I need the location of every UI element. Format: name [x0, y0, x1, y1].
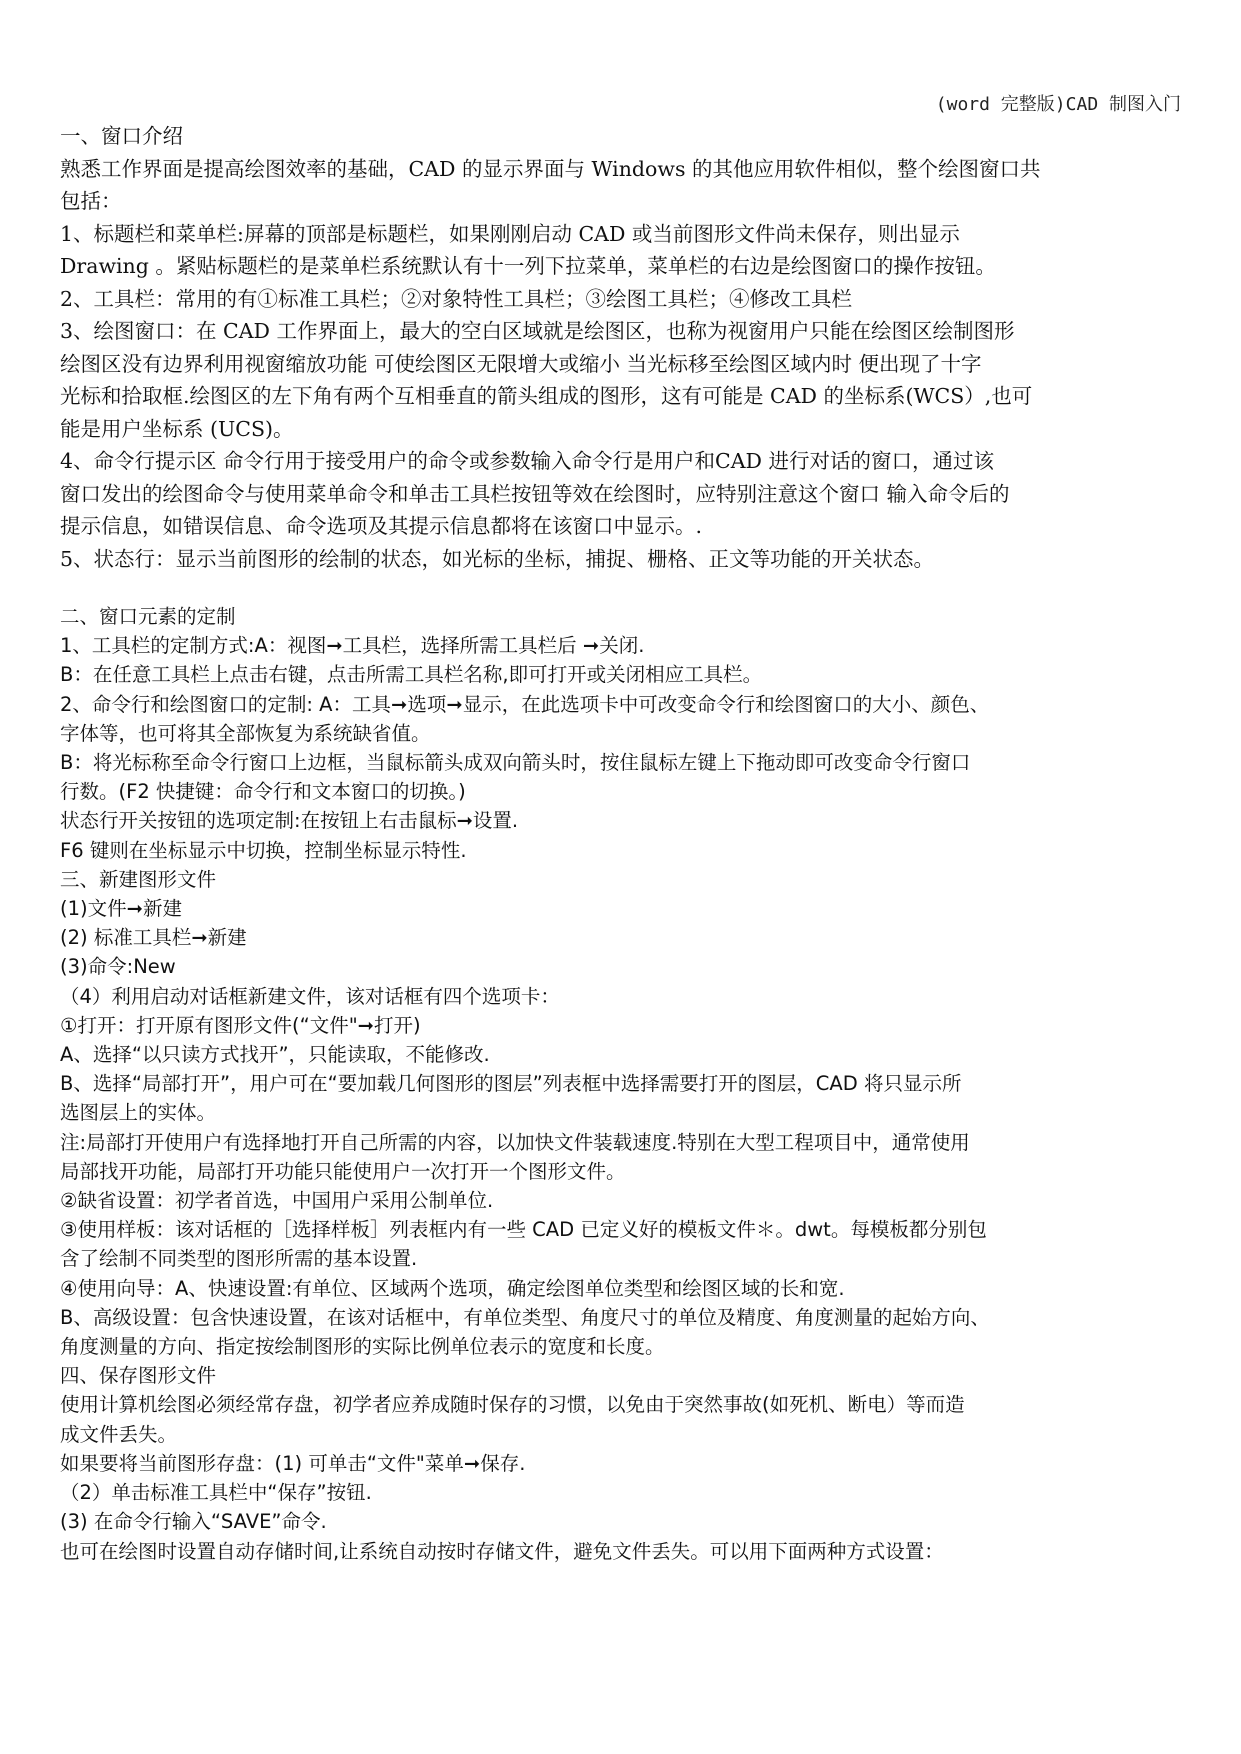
text-line: 行数。(F2 快捷键：命令行和文本窗口的切换。) [60, 780, 466, 804]
text-line: 能是用户坐标系 (UCS)。 [60, 416, 294, 441]
section-window-intro [60, 120, 1190, 575]
text-line: 包括： [60, 189, 122, 213]
text-line: 使用计算机绘图必须经常存盘，初学者应养成随时保存的习惯，以免由于突然事故(如死机、断电）等而造 [60, 1393, 965, 1417]
text-line: 熟悉工作界面是提高绘图效率的基础，CAD 的显示界面与 Windows 的其他应用软件相似，整个绘图窗口共 [60, 156, 1041, 181]
text-line: B：将光标称至命令行窗口上边框，当鼠标箭头成双向箭头时，按住鼠标左键上下拖动即可改变命令行窗口 [60, 751, 971, 775]
text-line: ④使用向导：A、快速设置:有单位、区域两个选项，确定绘图单位类型和绘图区域的长和宽. [60, 1276, 845, 1300]
text-line: 角度测量的方向、指定按绘制图形的实际比例单位表示的宽度和长度。 [60, 1335, 665, 1359]
text-line: 二、窗口元素的定制 [60, 605, 236, 628]
text-line: 如果要将当前图形存盘：(1) 可单击“文件"菜单➞保存. [60, 1451, 526, 1475]
text-line: 2、工具栏：常用的有①标准工具栏；②对象特性工具栏；③绘图工具栏；④修改工具栏 [60, 286, 853, 311]
text-line: 光标和拾取框.绘图区的左下角有两个互相垂直的箭头组成的图形，这有可能是 CAD 的坐标系(WCS）,也可 [60, 384, 1033, 408]
text-line: 2、命令行和绘图窗口的定制: A：工具➞选项➞显示，在此选项卡中可改变命令行和绘图窗口的大小、颜色、 [60, 692, 990, 716]
text-line: 状态行开关按钮的选项定制:在按钮上右击鼠标➞设置. [60, 809, 519, 833]
text-line: 一、窗口介绍 [60, 124, 183, 148]
text-line: (3)命令:New [60, 955, 176, 979]
section-custom-elements [60, 602, 1190, 1566]
text-line: 选图层上的实体。 [60, 1101, 217, 1125]
text-line: 四、保存图形文件 [60, 1364, 217, 1388]
text-line: B：在任意工具栏上点击右键，点击所需工具栏名称,即可打开或关闭相应工具栏。 [60, 663, 763, 687]
text-line: A、选择“以只读方式找开”，只能读取，不能修改. [60, 1043, 490, 1067]
text-line: （4）利用启动对话框新建文件，该对话框有四个选项卡： [60, 984, 560, 1008]
text-line: 5、状态行：显示当前图形的绘制的状态，如光标的坐标，捕捉、栅格、正文等功能的开关状态。 [60, 546, 935, 571]
text-line: 3、绘图窗口：在 CAD 工作界面上，最大的空白区域就是绘图区，也称为视窗用户只能在绘图区绘制图形 [60, 319, 1015, 343]
text-line: 含了绘制不同类型的图形所需的基本设置. [60, 1247, 418, 1271]
text-line: B、选择“局部打开”，用户可在“要加载几何图形的图层”列表框中选择需要打开的图层，CAD 将只显示所 [60, 1072, 962, 1096]
text-line: 绘图区没有边界利用视窗缩放功能 可使绘图区无限增大或缩小 当光标移至绘图区域内时 便出现了十字 [60, 351, 982, 376]
text-line: 窗口发出的绘图命令与使用菜单命令和单击工具栏按钮等效在绘图时，应特别注意这个窗口 输入命令后的 [60, 481, 1010, 506]
text-line: B、高级设置：包含快速设置，在该对话框中，有单位类型、角度尺寸的单位及精度、角度测量的起始方向、 [60, 1305, 990, 1329]
text-line: 注:局部打开使用户有选择地打开自己所需的内容，以加快文件装载速度.特别在大型工程项目中，通常使用 [60, 1130, 970, 1154]
text-line: 提示信息，如错误信息、命令选项及其提示信息都将在该窗口中显示。. [60, 514, 703, 538]
text-line: (3) 在命令行输入“SAVE”命令. [60, 1510, 327, 1534]
text-line: 三、新建图形文件 [60, 867, 217, 891]
text-line: (2) 标准工具栏➞新建 [60, 926, 247, 950]
text-line: 字体等，也可将其全部恢复为系统缺省值。 [60, 721, 431, 745]
text-line: ②缺省设置：初学者首选，中国用户采用公制单位. [60, 1189, 494, 1213]
text-line: （2）单击标准工具栏中“保存”按钮. [60, 1481, 372, 1505]
text-line: ①打开：打开原有图形文件(“文件"➞打开) [60, 1013, 421, 1037]
page-header: (word 完整版)CAD 制图入门 [935, 94, 1181, 115]
text-line: 1、标题栏和菜单栏:屏幕的顶部是标题栏，如果刚刚启动 CAD 或当前图形文件尚未保存，则出显示 [60, 221, 960, 246]
text-line: ③使用样板：该对话框的［选择样板］列表框内有一些 CAD 已定义好的模板文件＊。dwt。每模板都分别包 [60, 1218, 987, 1242]
text-line: F6 键则在坐标显示中切换，控制坐标显示特性. [60, 838, 467, 862]
text-line: 1、工具栏的定制方式:A：视图➞工具栏，选择所需工具栏后 ➞关闭. [60, 634, 645, 658]
text-line: 4、命令行提示区 命令行用于接受用户的命令或参数输入命令行是用户和CAD 进行对话的窗口，通过该 [60, 449, 994, 473]
text-line: 局部找开功能，局部打开功能只能使用户一次打开一个图形文件。 [60, 1159, 626, 1183]
text-line: 也可在绘图时设置自动存储时间,让系统自动按时存储文件，避免文件丢失。可以用下面两种方式设置： [60, 1539, 944, 1563]
text-line: 成文件丢失。 [60, 1422, 178, 1446]
text-line: (1)文件➞新建 [60, 897, 182, 921]
text-line: Drawing 。紧贴标题栏的是菜单栏系统默认有十一列下拉菜单，菜单栏的右边是绘图窗口的操作按钮。 [60, 254, 996, 278]
